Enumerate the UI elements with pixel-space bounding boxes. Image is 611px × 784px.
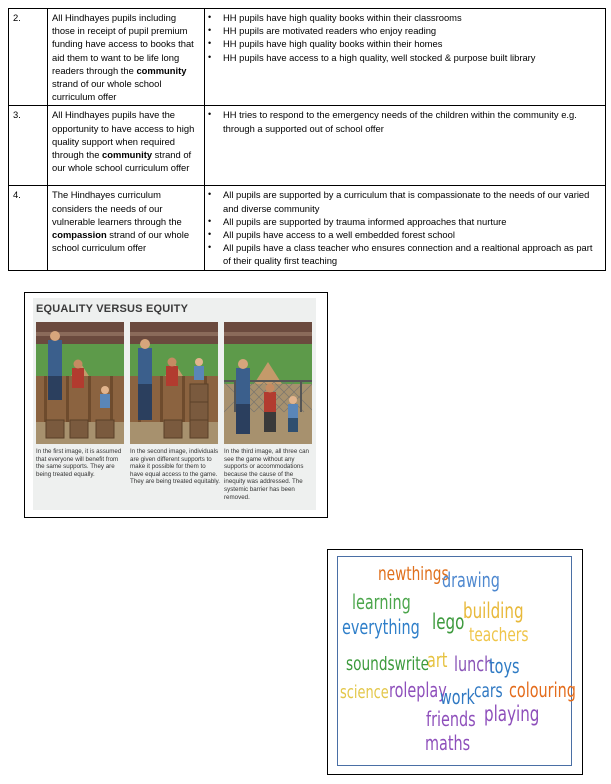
barrier-removed-caption: In the third image, all three can see the game without any supports or accommodations because the cause of the inequity was addressed. The systemic barrier has been removed.	[224, 448, 309, 501]
row-number: 4.	[9, 186, 48, 270]
cloud-word: playing	[484, 702, 540, 726]
equity-illustration	[130, 322, 218, 444]
equality-equity-image	[33, 298, 316, 510]
outcome-item: • HH pupils have access to a high quality, well stocked & purpose built library	[223, 51, 601, 64]
outcome-item: • HH tries to respond to the emergency needs of the children within the community e.g. through a supported out of school offer	[223, 108, 601, 134]
cloud-word: cars	[474, 680, 503, 702]
cloud-word: learning	[352, 590, 411, 614]
outcomes-table	[8, 8, 606, 271]
equity-panel	[130, 322, 218, 444]
equity-caption: In the second image, individuals are given different supports to make it possible for them to have equal access to the game. They are being treated equitably.	[130, 448, 221, 486]
outcome-item: • HH pupils have high quality books within their classrooms	[223, 11, 601, 24]
cloud-word: building	[463, 599, 524, 623]
row-outcomes	[205, 106, 606, 186]
desc-text: strand of our whole school curriculum offer	[52, 229, 190, 254]
row-number: 3.	[9, 106, 48, 186]
outcome-item: • HH pupils have high quality books within their homes	[223, 37, 601, 50]
desc-text: All Hindhayes pupils have the opportunity to have access to high quality support when required through the	[52, 109, 195, 161]
cloud-word: work	[440, 685, 475, 709]
cloud-word: lego	[432, 610, 465, 634]
cloud-word: science	[340, 682, 389, 703]
cloud-word: lunch	[454, 652, 494, 676]
word-cloud	[337, 556, 576, 766]
row-description	[48, 186, 205, 270]
desc-text: strand of our whole school curriculum offer	[52, 149, 192, 174]
outcome-item: • All pupils are supported by a curriculum that is compassionate to the needs of our varied and diverse community	[223, 188, 601, 214]
table-row	[9, 106, 606, 186]
row-outcomes	[205, 186, 606, 270]
row-outcomes	[205, 9, 606, 106]
row-description	[48, 106, 205, 186]
cloud-word: maths	[425, 731, 471, 755]
barrier-removed-illustration	[224, 322, 312, 444]
desc-text: strand of our whole school curriculum offer	[52, 78, 162, 103]
desc-text: The Hindhayes curriculum considers the needs of our vulnerable learners through the	[52, 189, 182, 227]
cloud-word: colouring	[509, 678, 576, 702]
barrier-removed-panel	[224, 322, 312, 444]
outcome-item: • All pupils have a class teacher who ensures connection and a realtional approach as part of their quality first teaching	[223, 241, 601, 267]
equality-caption: In the first image, it is assumed that everyone will benefit from the same supports. They are being treated equally.	[36, 448, 122, 478]
outcome-item: • All pupils are supported by trauma informed approaches that nurture	[223, 215, 601, 228]
cloud-word: art	[427, 648, 448, 672]
cloud-word: drawing	[442, 568, 500, 592]
desc-strand: community	[136, 64, 187, 76]
cloud-word: toys	[489, 654, 520, 678]
equality-illustration	[36, 322, 124, 444]
desc-strand: compassion	[52, 229, 107, 241]
word-cloud-figure	[327, 549, 583, 775]
equality-panel	[36, 322, 124, 444]
outcome-item: • All pupils have access to a well embedded forest school	[223, 228, 601, 241]
equality-equity-figure	[24, 292, 328, 518]
cloud-word: roleplay	[389, 678, 447, 702]
figure-title: EQUALITY VERSUS EQUITY	[36, 303, 189, 315]
table-row	[9, 186, 606, 270]
cloud-word: everything	[342, 615, 420, 639]
outcome-item: • HH pupils are motivated readers who enjoy reading	[223, 24, 601, 37]
row-description	[48, 9, 205, 106]
cloud-word: teachers	[469, 624, 529, 646]
cloud-word: soundswrite	[346, 653, 430, 675]
cloud-word: newthings	[378, 563, 449, 585]
desc-text: All Hindhayes pupils including those in receipt of pupil premium funding have access to books that aid them to want to be life long readers through the	[52, 12, 194, 76]
desc-strand: community	[102, 149, 153, 161]
cloud-word: friends	[426, 707, 476, 731]
row-number: 2.	[9, 9, 48, 106]
table-row	[9, 9, 606, 106]
